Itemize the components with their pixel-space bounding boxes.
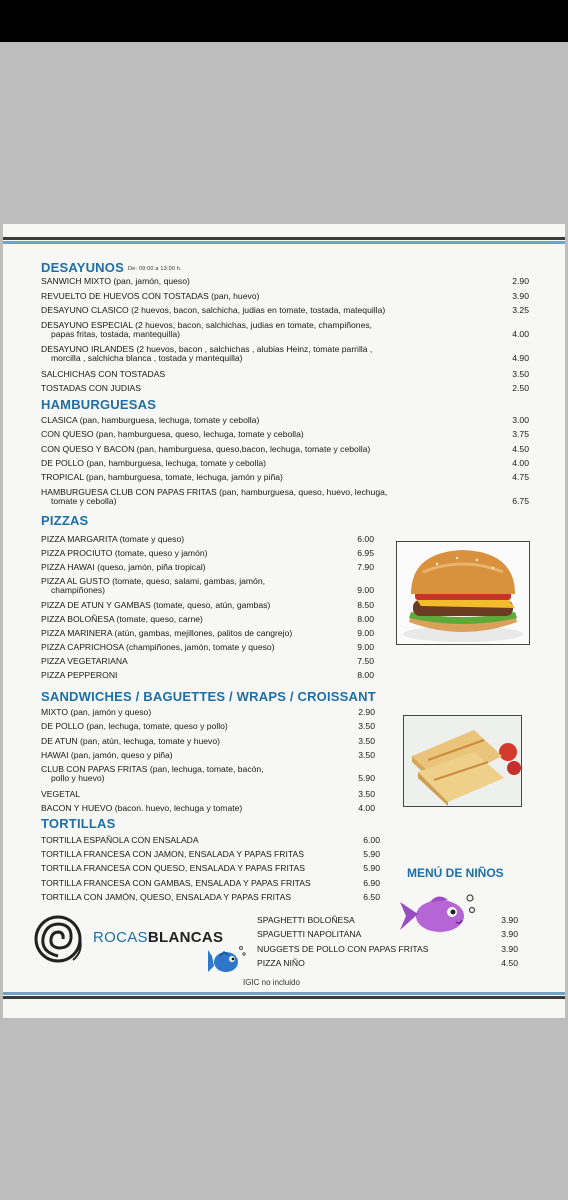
menu-item-name: MIXTO (pan, jamón y queso) <box>41 707 152 717</box>
section-title-pizzas <box>41 513 88 528</box>
menu-item <box>41 562 374 572</box>
menu-page <box>3 224 565 1018</box>
top-stripe <box>3 241 565 244</box>
menu-item-price: 5.90 <box>363 849 380 860</box>
menu-item <box>41 750 375 760</box>
menu-item <box>41 789 375 799</box>
menu-item <box>41 415 529 425</box>
menu-item <box>41 576 374 596</box>
menu-item-name: TROPICAL (pan, hamburguesa, tomate, lechuga, jamón y piña) <box>41 472 283 483</box>
menu-item-price: 8.00 <box>357 614 374 624</box>
menu-item-name-cont: champiñones) <box>51 585 105 595</box>
menu-item-name-cont: papas fritas, tostada, mantequilla) <box>51 328 180 339</box>
menu-item-price: 3.90 <box>512 290 529 301</box>
menu-item <box>257 944 518 954</box>
menu-item-name: DE POLLO (pan, hamburguesa, lechuga, tomate y cebolla) <box>41 457 266 468</box>
menu-item-name: HAMBURGUESA CLUB CON PAPAS FRITAS (pan, hamburguesa, queso, huevo, lechuga, <box>41 486 388 497</box>
menu-item-price: 3.50 <box>358 721 375 732</box>
menu-item <box>257 958 518 968</box>
menu-item-name: PIZZA PEPPERONI <box>41 670 118 680</box>
menu-item <box>41 344 529 364</box>
menu-item-name: PIZZA DE ATUN Y GAMBAS (tomate, queso, atún, gambas) <box>41 600 271 610</box>
menu-item <box>41 276 529 286</box>
menu-item-price: 6.95 <box>357 548 374 558</box>
menu-item <box>41 548 374 558</box>
menu-item <box>41 534 374 544</box>
menu-item <box>41 707 375 717</box>
menu-item-price: 6.50 <box>363 891 380 902</box>
menu-item-price: 4.00 <box>512 328 529 339</box>
menu-item-price: 3.75 <box>512 429 529 440</box>
menu-item-name: SALCHICHAS CON TOSTADAS <box>41 368 166 379</box>
menu-item-name: TORTILLA CON JAMÓN, QUESO, ENSALADA Y PAPAS FRITAS <box>41 891 292 902</box>
kids-menu-title: MENÚ DE NIÑOS <box>407 866 504 880</box>
section-title-desayunos <box>41 260 182 275</box>
brand-name <box>93 929 223 946</box>
menu-item-price: 6.75 <box>512 495 529 506</box>
menu-item-name: HAWAI (pan, jamón, queso y piña) <box>41 749 173 760</box>
menu-item-name: PIZZA BOLOÑESA (tomate, queso, carne) <box>41 614 203 624</box>
menu-item <box>257 915 518 925</box>
menu-item-price: 9.00 <box>357 585 374 595</box>
menu-item-price: 2.50 <box>512 383 529 393</box>
menu-item-price: 3.50 <box>358 788 375 799</box>
menu-item <box>41 487 529 507</box>
menu-item-name: DESAYUNO IRLANDES (2 huevos, bacon , salchichas , alubias Heinz, tomate parrilla , <box>41 344 373 354</box>
menu-item <box>41 736 375 746</box>
brand-part1: ROCAS <box>93 929 148 946</box>
menu-item-price: 6.00 <box>357 534 374 544</box>
menu-item-price: 4.90 <box>512 353 529 363</box>
bottom-stripe <box>3 992 565 995</box>
menu-item-name: TORTILLA FRANCESA CON JAMON, ENSALADA Y PAPAS FRITAS <box>41 849 304 860</box>
menu-item-name-cont: tomate y cebolla) <box>51 495 117 506</box>
menu-item-price: 5.90 <box>363 863 380 874</box>
menu-item-price: 3.90 <box>501 929 518 940</box>
menu-item <box>41 892 380 902</box>
menu-item-name: DESAYUNO ESPECIAL (2 huevos, bacon, salchichas, judias en tomate, champiñones, <box>41 319 373 330</box>
menu-item <box>41 835 380 845</box>
menu-item-name: PIZZA PROCIUTO (tomate, queso y jamón) <box>41 548 208 558</box>
menu-item <box>41 305 529 315</box>
menu-item-name: REVUELTO DE HUEVOS CON TOSTADAS (pan, huevo) <box>41 290 260 301</box>
menu-item <box>41 600 374 610</box>
menu-item-price: 3.00 <box>512 415 529 425</box>
tax-note: IGIC no incluido <box>243 978 300 987</box>
menu-item-name: PIZZA NIÑO <box>257 957 305 968</box>
section-title-text: PIZZAS <box>41 513 89 528</box>
menu-item-name: CON QUESO (pan, hamburguesa, queso, lechuga, tomate y cebolla) <box>41 429 304 440</box>
menu-item-price: 2.90 <box>512 276 529 286</box>
menu-item-price: 6.90 <box>363 877 380 888</box>
menu-item-price: 2.90 <box>358 707 375 717</box>
menu-item-name-cont: pollo y huevo) <box>51 773 105 784</box>
section-title-text: SANDWICHES / BAGUETTES / WRAPS / CROISSANT <box>41 689 376 704</box>
menu-item-price: 3.50 <box>358 749 375 760</box>
menu-item <box>41 721 375 731</box>
menu-item-price: 8.00 <box>357 670 374 680</box>
bottom-stripe <box>3 996 565 999</box>
menu-item <box>41 642 374 652</box>
menu-item <box>41 458 529 468</box>
menu-item <box>257 929 518 939</box>
menu-item-name: NUGGETS DE POLLO CON PAPAS FRITAS <box>257 943 429 954</box>
menu-item <box>41 291 529 301</box>
menu-item <box>41 383 529 393</box>
menu-item-name: DE ATUN (pan, atún, lechuga, tomate y huevo) <box>41 735 220 746</box>
menu-item <box>41 764 375 784</box>
menu-item-name: BACON Y HUEVO (bacon. huevo, lechuga y tomate) <box>41 802 243 813</box>
menu-item-name-cont: morcilla , salchicha blanca , tostada y mantequilla) <box>51 353 243 363</box>
menu-item-name: DESAYUNO CLASICO (2 huevos, bacon, salchicha, judias en tomate, tostada, matequilla) <box>41 305 386 315</box>
menu-item-name: TORTILLA FRANCESA CON QUESO, ENSALADA Y PAPAS FRITAS <box>41 863 305 874</box>
menu-item-price: 3.90 <box>501 943 518 954</box>
section-subtitle: De: 09:00 a 13:00 h. <box>127 265 182 272</box>
menu-item-price: 3.90 <box>501 915 518 925</box>
menu-item <box>41 863 380 873</box>
menu-item-name: TORTILLA FRANCESA CON GAMBAS, ENSALADA Y PAPAS FRITAS <box>41 877 311 888</box>
spiral-logo <box>33 912 87 966</box>
menu-item <box>41 656 374 666</box>
menu-item-name: PIZZA MARGARITA (tomate y queso) <box>41 534 185 544</box>
menu-item-price: 9.00 <box>357 642 374 652</box>
menu-item <box>41 849 380 859</box>
menu-item <box>41 878 380 888</box>
menu-item-price: 6.00 <box>363 835 380 845</box>
section-title-hamburguesas <box>41 397 156 412</box>
top-stripe <box>3 237 565 240</box>
menu-item-price: 4.50 <box>501 957 518 968</box>
menu-item-price: 3.50 <box>358 735 375 746</box>
menu-item <box>41 803 375 813</box>
menu-item-name: TORTILLA ESPAÑOLA CON ENSALADA <box>41 835 199 845</box>
menu-item-price: 7.90 <box>357 562 374 572</box>
section-title-text: TORTILLAS <box>41 816 116 831</box>
menu-item-name: CON QUESO Y BACON (pan, hamburguesa, queso,bacon, lechuga, tomate y cebolla) <box>41 443 371 454</box>
fish-icon <box>398 892 478 940</box>
section-title-text: HAMBURGUESAS <box>41 397 157 412</box>
menu-item-price: 7.50 <box>357 656 374 666</box>
menu-item <box>41 614 374 624</box>
menu-item-price: 9.00 <box>357 628 374 638</box>
menu-item <box>41 472 529 482</box>
menu-item <box>41 628 374 638</box>
burger-photo <box>396 541 530 645</box>
menu-item-price: 4.00 <box>358 802 375 813</box>
menu-item-name: PIZZA VEGETARIANA <box>41 656 128 666</box>
menu-item-name: CLASICA (pan, hamburguesa, lechuga, tomate y cebolla) <box>41 415 260 425</box>
menu-item-price: 4.50 <box>512 443 529 454</box>
menu-item-name: PIZZA MARINERA (atún, gambas, mejillones, palitos de cangrejo) <box>41 628 293 638</box>
menu-item-price: 8.50 <box>357 600 374 610</box>
sandwich-photo <box>403 715 522 807</box>
status-bar <box>0 0 568 42</box>
menu-item-name: SANWICH MIXTO (pan, jamón, queso) <box>41 276 190 286</box>
menu-item-price: 4.75 <box>512 472 529 483</box>
menu-item <box>41 320 529 340</box>
menu-item-name: DE POLLO (pan, lechuga, tomate, queso y pollo) <box>41 721 228 732</box>
menu-item <box>41 670 374 680</box>
menu-item <box>41 369 529 379</box>
menu-item-price: 4.00 <box>512 457 529 468</box>
section-title-text: DESAYUNOS <box>41 260 124 275</box>
menu-item <box>41 429 529 439</box>
fish-icon <box>208 942 248 976</box>
menu-item-name: SPAGUETTI NAPOLITANA <box>257 929 362 940</box>
menu-item-price: 3.25 <box>512 305 529 315</box>
menu-item-name: TOSTADAS CON JUDIAS <box>41 383 141 393</box>
menu-item-name: CLUB CON PAPAS FRITAS (pan, lechuga, tomate, bacón, <box>41 764 264 775</box>
menu-item-name: PIZZA CAPRICHOSA (champiñones, jamón, tomate y queso) <box>41 642 275 652</box>
section-title-tortillas <box>41 816 116 831</box>
menu-item-name: SPAGHETTI BOLOÑESA <box>257 915 355 925</box>
brand-part2: BLANCAS <box>147 929 224 946</box>
menu-item-name: VEGETAL <box>41 788 81 799</box>
menu-item <box>41 444 529 454</box>
section-title-sandwiches <box>41 689 376 704</box>
menu-item-name: PIZZA AL GUSTO (tomate, queso, salami, gambas, jamón, <box>41 576 266 586</box>
menu-item-price: 5.90 <box>358 773 375 784</box>
menu-item-name: PIZZA HAWAI (queso, jamón, piña tropical) <box>41 562 206 572</box>
menu-item-price: 3.50 <box>512 368 529 379</box>
